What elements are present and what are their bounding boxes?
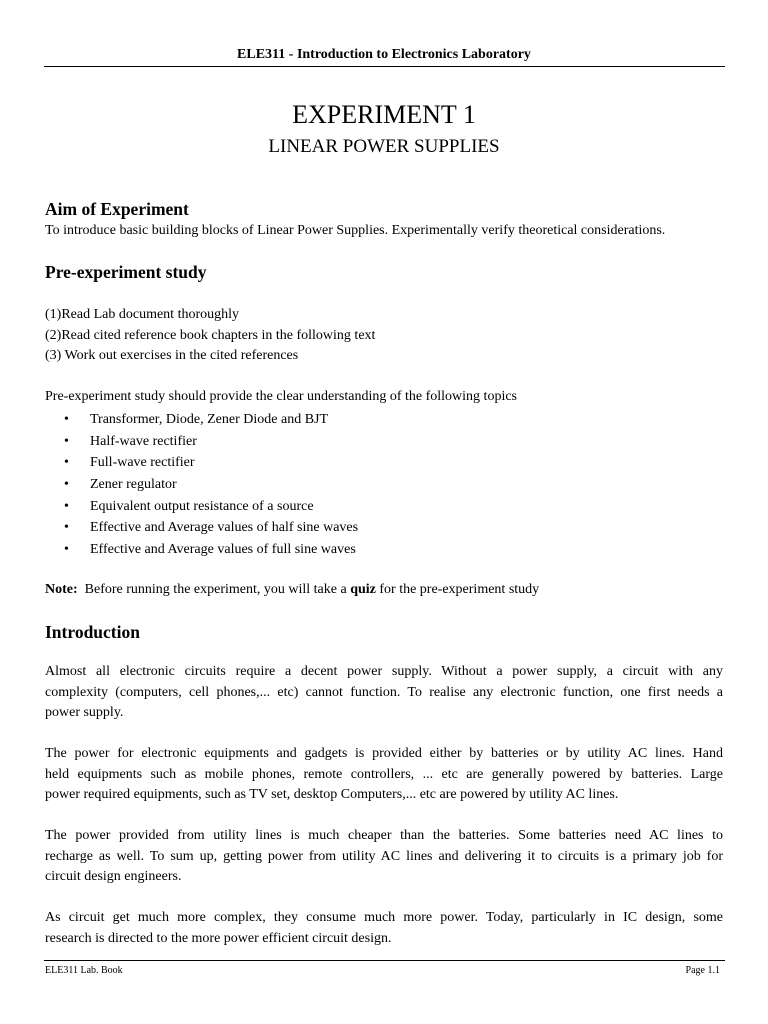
topic-item: • Zener regulator bbox=[45, 474, 358, 496]
page-number: Page 1.1 bbox=[685, 965, 720, 976]
text-line: As circuit get much more complex, they consume much more power. Today, particularly in IC design, some bbox=[45, 910, 723, 925]
topic-item: • Full-wave rectifier bbox=[45, 452, 358, 474]
text-line: The power for electronic equipments and gadgets is provided either by batteries or by utility AC lines. Hand bbox=[45, 746, 723, 761]
text-line: Almost all electronic circuits require a decent power supply. Without a power supply, a circuit with any bbox=[45, 664, 723, 679]
note-quiz: quiz bbox=[350, 582, 376, 597]
text-line: power supply. bbox=[45, 705, 124, 720]
note-label: Note: bbox=[45, 582, 78, 597]
text-line: recharge as well. To sum up, getting power from utility AC lines and delivering it to circuits is a primary job for bbox=[45, 848, 723, 864]
intro-paragraph-2 bbox=[45, 744, 723, 806]
topic-item: • Equivalent output resistance of a source bbox=[45, 496, 358, 518]
aim-text: To introduce basic building blocks of Linear Power Supplies. Experimentally verify theoretical considerations. bbox=[45, 223, 666, 238]
running-header: ELE311 - Introduction to Electronics Laboratory bbox=[237, 47, 531, 62]
note-text-before: Before running the experiment, you will take a bbox=[84, 582, 347, 597]
introduction-heading: Introduction bbox=[45, 622, 140, 642]
text-line: research is directed to the more power efficient circuit design. bbox=[45, 930, 392, 946]
aim-heading: Aim of Experiment bbox=[45, 199, 189, 219]
intro-paragraph-4 bbox=[45, 908, 723, 949]
text-line: complexity (computers, cell phones,... etc) cannot function. To realise any electronic function, one first needs a bbox=[45, 684, 723, 700]
pre-study-step: (2)Read cited reference book chapters in the following text bbox=[45, 327, 376, 343]
quiz-note bbox=[45, 580, 539, 601]
topic-item: • Transformer, Diode, Zener Diode and BJT bbox=[45, 409, 358, 431]
intro-paragraph-3 bbox=[45, 826, 723, 888]
footer-book-title: ELE311 Lab. Book bbox=[45, 965, 123, 976]
topic-item: • Effective and Average values of half sine waves bbox=[45, 517, 358, 539]
text-line: The power provided from utility lines is much cheaper than the batteries. Some batteries need AC lines to bbox=[45, 828, 723, 843]
footer-divider bbox=[44, 960, 725, 961]
topic-item: • Effective and Average values of full sine waves bbox=[45, 539, 358, 561]
topic-item: • Half-wave rectifier bbox=[45, 431, 358, 453]
pre-study-step: (3) Work out exercises in the cited references bbox=[45, 348, 299, 363]
text-line: circuit design engineers. bbox=[45, 869, 182, 884]
header-divider bbox=[44, 66, 725, 67]
experiment-subtitle: LINEAR POWER SUPPLIES bbox=[268, 136, 500, 157]
pre-study-heading: Pre-experiment study bbox=[45, 262, 207, 282]
intro-paragraph-1 bbox=[45, 662, 723, 724]
pre-study-step: (1)Read Lab document thoroughly bbox=[45, 307, 240, 322]
pre-study-intro: Pre-experiment study should provide the clear understanding of the following topics bbox=[45, 389, 518, 404]
experiment-title: EXPERIMENT 1 bbox=[292, 100, 476, 129]
topics-list bbox=[45, 409, 358, 561]
note-text-after: for the pre-experiment study bbox=[379, 582, 540, 597]
text-line: power required equipments, such as TV set, desktop Computers,... etc are powered by utility AC lines. bbox=[45, 787, 619, 802]
text-line: held equipments such as mobile phones, remote controllers, ... etc are generally powered by batteries. Large bbox=[45, 766, 723, 782]
pre-study-steps bbox=[45, 305, 375, 367]
